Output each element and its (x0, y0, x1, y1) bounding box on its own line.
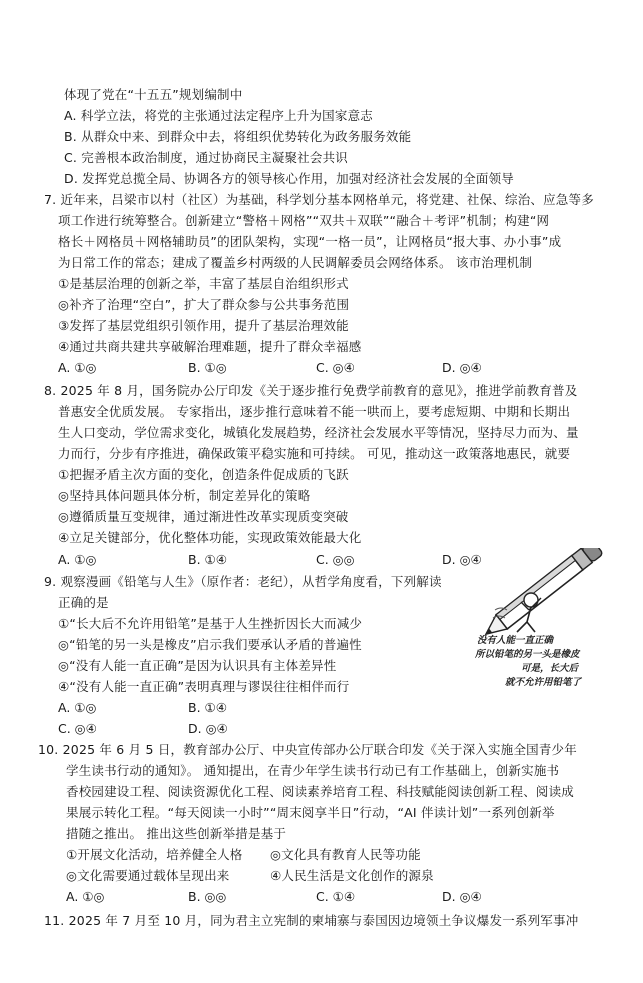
q8-choice-b: B. ①④ (188, 552, 227, 567)
q10-choice-c: C. ①④ (316, 889, 356, 904)
cartoon-caption-line: 就不允许用铅笔了 (505, 677, 582, 688)
q10-choice-b: B. ◎◎ (188, 889, 227, 904)
q7-statement-4: ④通过共商共建共享破解治理难题，提升了群众幸福感 (58, 339, 362, 354)
q8-statement-4: ④立足关键部分，优化整体功能，实现政策效能最大化 (58, 530, 362, 545)
q10-choice-d: D. ◎④ (442, 889, 482, 904)
q6-option-b: B. 从群众中来、到群众中去，将组织优势转化为政务服务效能 (64, 129, 412, 144)
q7-choice-b: B. ①◎ (188, 360, 227, 375)
q8-choice-a: A. ①◎ (58, 552, 97, 567)
pencil-life-cartoon (465, 548, 623, 698)
cartoon-caption-line: 所以铅笔的另一头是橡皮 (475, 649, 580, 660)
q8-statement-1: ①把握矛盾主次方面的变化，创造条件促成质的飞跃 (58, 467, 349, 482)
q9-stem-line: 正确的是 (58, 595, 109, 610)
q9-statement-3: ◎“没有人能一直正确”是因为认识具有主体差异性 (58, 658, 337, 673)
q6-option-c: C. 完善根本政治制度，通过协商民主凝聚社会共识 (64, 150, 348, 165)
q8-stem-line: 普惠安全优质发展。 专家指出，逐步推行意味着不能一哄而上，要考虑短期、中期和长期出 (58, 404, 571, 419)
q7-statement-3: ③发挥了基层党组织引领作用，提升了基层治理效能 (58, 318, 349, 333)
q9-choice-c: C. ◎④ (58, 721, 97, 736)
q10-stem-line: 果展示转化工程。“每天阅读一小时”“周末阅享半日”行动，“AI 伴读计划”一系列创新举 (66, 805, 555, 820)
q10-statement-3: ◎文化需要通过载体呈现出来 (66, 868, 230, 883)
q8-stem-line: 8. 2025 年 8 月，国务院办公厅印发《关于逐步推行免费学前教育的意见》，推进学前教育普及 (44, 383, 578, 398)
q10-choice-a: A. ①◎ (66, 889, 105, 904)
q7-stem-line: 7. 近年来，吕梁市以村（社区）为基础，科学划分基本网格单元，将党建、社保、综治、应急等多 (44, 192, 594, 207)
q11-stem-line: 11. 2025 年 7 月至 10 月，同为君主立宪制的柬埔寨与泰国因边境领土争议爆发一系列军事冲 (44, 913, 579, 928)
q10-stem-line: 10. 2025 年 6 月 5 日，教育部办公厅、中央宣传部办公厅联合印发《关于深入实施全国青少年 (38, 742, 577, 757)
q9-choice-a: A. ①◎ (58, 700, 97, 715)
q10-statement-1: ①开展文化活动，培养健全人格 (66, 847, 243, 862)
q8-choice-c: C. ◎◎ (316, 552, 355, 567)
q10-statement-4: ④人民生活是文化创作的源泉 (270, 868, 434, 883)
q7-choice-d: D. ◎④ (442, 360, 482, 375)
q7-stem-line: 项工作进行统筹整合。创新建立“警格＋网格”“双共＋双联”“融合＋考评”机制；构建“网 (58, 213, 550, 228)
q6-option-d: D. 发挥党总揽全局、协调各方的领导核心作用，加强对经济社会发展的全面领导 (64, 171, 514, 186)
q8-statement-3: ◎遵循质量互变规律，通过渐进性改革实现质变突破 (58, 509, 349, 524)
q6-stem-tail: 体现了党在“十五五”规划编制中 (64, 87, 243, 102)
q8-stem-line: 生人口变动，学位需求变化，城镇化发展趋势，经济社会发展水平等情况，坚持尽力而为、量 (58, 425, 579, 440)
q7-stem-line: 为日常工作的常态；建成了覆盖乡村两级的人民调解委员会网络体系。 该市治理机制 (58, 255, 533, 270)
q10-stem-line: 香校园建设工程、阅读资源优化工程、阅读素养培育工程、科技赋能阅读创新工程、阅读成 (66, 784, 575, 799)
cartoon-caption-line: 没有人能一直正确 (477, 635, 554, 646)
q8-stem-line: 力而行，分步有序推进，确保政策平稳实施和可持续。 可见，推动这一政策落地惠民，就要 (58, 446, 571, 461)
q7-choice-c: C. ◎④ (316, 360, 355, 375)
q10-statement-2: ◎文化具有教育人民等功能 (270, 847, 421, 862)
q7-choice-a: A. ①◎ (58, 360, 97, 375)
q10-stem-line: 措随之推出。 推出这些创新举措是基于 (66, 826, 287, 841)
q10-stem-line: 学生读书行动的通知》。 通知提出，在青少年学生读书行动已有工作基础上，创新实施书 (66, 763, 560, 778)
q9-statement-4: ④“没有人能一直正确”表明真理与谬误往往相伴而行 (58, 679, 350, 694)
q9-choice-b: B. ①④ (188, 700, 227, 715)
q8-statement-2: ◎坚持具体问题具体分析，制定差异化的策略 (58, 488, 311, 503)
q9-choice-d: D. ◎④ (188, 721, 228, 736)
q9-statement-2: ◎“铅笔的另一头是橡皮”启示我们要承认矛盾的普遍性 (58, 637, 362, 652)
q8-choice-d: D. ◎④ (442, 552, 482, 567)
q7-stem-line: 格长＋网格员＋网格辅助员”的团队架构，实现“一格一员”，让网格员“报大事、办小事”成 (58, 234, 562, 249)
q7-statement-2: ◎补齐了治理“空白”，扩大了群众参与公共事务范围 (58, 297, 350, 312)
q9-stem-line: 9. 观察漫画《铅笔与人生》（原作者：老纪），从哲学角度看，下列解读 (44, 574, 442, 589)
q6-option-a: A. 科学立法，将党的主张通过法定程序上升为国家意志 (64, 108, 373, 123)
q7-statement-1: ①是基层治理的创新之举，丰富了基层自治组织形式 (58, 276, 349, 291)
cartoon-caption-line: 可是，长大后 (521, 663, 579, 674)
q9-statement-1: ①“长大后不允许用铅笔”是基于人生挫折因长大而减少 (58, 616, 363, 631)
